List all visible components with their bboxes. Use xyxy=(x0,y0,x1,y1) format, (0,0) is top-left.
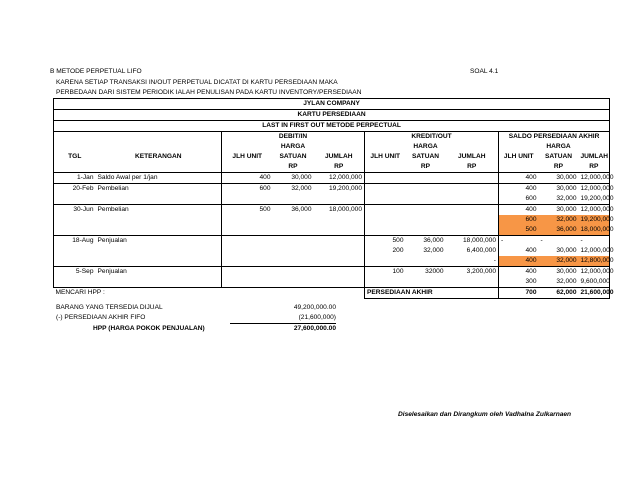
saldo-harga-header: HARGA xyxy=(546,143,571,150)
company-name: JYLAN COMPANY xyxy=(54,99,610,110)
kredit-total: 18,000,000 xyxy=(462,237,496,244)
debit-unit: 500 xyxy=(222,205,273,216)
table-row xyxy=(54,205,610,216)
saldo-total-highlight: 18,000,000 xyxy=(579,225,610,236)
kredit-unit: 200 xyxy=(365,246,406,256)
saldo-price: 30,000 xyxy=(556,268,577,275)
table-row xyxy=(54,184,610,195)
debit-total: 12,000,000 xyxy=(314,173,365,184)
table-row xyxy=(54,236,610,247)
hpp-available-label: BARANG YANG TERSEDIA DIJUAL xyxy=(56,304,163,311)
saldo-price: 32,000 xyxy=(539,277,579,288)
col-saldo-unit: JLH UNIT xyxy=(499,152,539,162)
kredit-total: - xyxy=(446,256,499,267)
debit-rp-unit: RP xyxy=(273,162,314,173)
ending-price: 62,000 xyxy=(539,288,579,299)
saldo-unit-highlight: 600 xyxy=(499,215,539,225)
col-saldo-jumlah: JUMLAH xyxy=(580,153,608,160)
saldo-total: - xyxy=(579,236,610,247)
row-description: Pembelian xyxy=(97,206,129,213)
table-row xyxy=(54,256,610,267)
kredit-unit: 100 xyxy=(365,267,406,278)
row-date: 1-Jan xyxy=(54,173,96,184)
hpp-heading: MENCARI HPP : xyxy=(55,289,105,297)
saldo-group-header: SALDO PERSEDIAAN AKHIR xyxy=(499,132,610,143)
saldo-price-highlight: 32,000 xyxy=(539,215,579,225)
card-title: KARTU PERSEDIAAN xyxy=(54,110,610,121)
saldo-unit: 600 xyxy=(499,194,539,205)
col-kredit-unit: JLH UNIT xyxy=(365,152,406,162)
saldo-unit: - xyxy=(499,236,539,247)
col-kredit-jumlah: JUMLAH xyxy=(458,153,486,160)
col-debit-unit: JLH UNIT xyxy=(222,152,273,162)
table-row xyxy=(54,194,610,205)
row-description: Penjualan xyxy=(97,237,127,244)
saldo-total-highlight: 12,800,000 xyxy=(579,256,610,267)
saldo-total: 12,000,000 xyxy=(580,185,614,192)
saldo-total-highlight: 19,200,000 xyxy=(580,216,614,223)
row-date: 30-Jun xyxy=(54,205,96,216)
kredit-total: 6,400,000 xyxy=(466,247,496,254)
debit-group-header: DEBIT/IN xyxy=(222,132,365,143)
intro-line-2: PERBEDAAN DARI SISTEM PERIODIK IALAH PENULISAN PADA KARTU INVENTORY/PERSEDIAAN xyxy=(56,89,362,96)
col-saldo-satuan: SATUAN xyxy=(545,153,572,160)
problem-number: SOAL 4.1 xyxy=(470,68,499,75)
hpp-ending-value: (21,600,000) xyxy=(298,314,336,321)
row-description: Pembelian xyxy=(97,185,129,192)
debit-harga-header: HARGA xyxy=(280,143,306,150)
method-title: LAST IN FIRST OUT METODE PERPECTUAL xyxy=(54,121,610,132)
table-row xyxy=(54,215,610,225)
saldo-price-highlight: 32,000 xyxy=(539,256,579,267)
col-tgl: TGL xyxy=(54,152,96,162)
saldo-price: 30,000 xyxy=(556,206,577,213)
table-row xyxy=(54,246,610,256)
debit-unit: 600 xyxy=(222,184,273,195)
row-description: Penjualan xyxy=(97,268,127,275)
col-kredit-satuan: SATUAN xyxy=(412,153,439,160)
saldo-total: 9,600,000 xyxy=(579,277,610,288)
saldo-total: 12,000,000 xyxy=(580,206,614,213)
intro-line-1: KARENA SETIAP TRANSAKSI IN/OUT PERPETUAL DICATAT DI KARTU PERSEDIAAN MAKA xyxy=(56,79,338,86)
saldo-total: 12,000,000 xyxy=(579,173,610,184)
kredit-total: 3,200,000 xyxy=(466,268,496,275)
saldo-price: 30,000 xyxy=(556,247,577,254)
saldo-unit: 400 xyxy=(499,246,539,256)
saldo-price-highlight: 36,000 xyxy=(539,225,579,236)
row-date: 5-Sep xyxy=(54,267,96,278)
saldo-price: 30,000 xyxy=(539,173,579,184)
debit-price: 30,000 xyxy=(273,173,314,184)
author-credit: Diselesaikan dan Dirangkum oleh Vadhalna Zulkarnaen xyxy=(398,411,572,418)
table-row xyxy=(54,225,610,236)
kredit-harga-header: HARGA xyxy=(413,143,438,150)
ending-inventory-row xyxy=(54,288,610,299)
debit-total: 18,000,000 xyxy=(328,206,362,213)
ending-inventory-label: PERSEDIAAN AKHIR xyxy=(365,288,499,299)
kredit-group-header: KREDIT/OUT xyxy=(365,132,499,143)
col-keterangan: KETERANGAN xyxy=(134,153,182,160)
saldo-total: 12,000,000 xyxy=(580,268,614,275)
debit-rp-unit: RP xyxy=(314,162,365,173)
table-row xyxy=(54,277,610,288)
ending-total: 21,600,000 xyxy=(579,288,610,299)
saldo-price: 30,000 xyxy=(556,185,577,192)
saldo-total: 19,200,000 xyxy=(579,194,610,205)
debit-unit: 400 xyxy=(222,173,273,184)
saldo-unit-highlight: 400 xyxy=(499,256,539,267)
hpp-available-value: 49,200,000.00 xyxy=(293,304,336,311)
saldo-unit: 300 xyxy=(499,277,539,288)
table-row xyxy=(54,267,610,278)
saldo-total: 12,000,000 xyxy=(580,247,614,254)
col-debit-jumlah: JUMLAH xyxy=(325,153,353,160)
saldo-price: 32,000 xyxy=(539,194,579,205)
row-date: 20-Feb xyxy=(54,184,96,195)
kredit-price: 32,000 xyxy=(423,247,444,254)
kredit-price: 36,000 xyxy=(423,237,444,244)
saldo-rp-unit: RP xyxy=(539,162,579,173)
debit-price: 36,000 xyxy=(291,206,312,213)
ending-unit: 700 xyxy=(499,288,539,299)
saldo-unit: 400 xyxy=(499,184,539,195)
hpp-total-label: HPP (HARGA POKOK PENJUALAN) xyxy=(93,325,205,332)
saldo-unit: 400 xyxy=(499,267,539,278)
saldo-price: - xyxy=(540,237,543,244)
row-description: Saldo Awal per 1/jan xyxy=(96,173,222,184)
saldo-unit: 400 xyxy=(499,173,539,184)
section-title: B METODE PERPETUAL LIFO xyxy=(50,68,142,75)
saldo-rp-unit: RP xyxy=(579,162,610,173)
saldo-unit: 400 xyxy=(499,205,539,216)
inventory-card-table xyxy=(53,98,614,299)
hpp-total-value: 27,600,000.00 xyxy=(293,325,336,332)
kredit-rp-unit: RP xyxy=(446,162,499,173)
col-debit-satuan: SATUAN xyxy=(279,153,307,160)
saldo-unit-highlight: 500 xyxy=(499,225,539,236)
hpp-ending-label: (-) PERSEDIAAN AKHIR FIFO xyxy=(56,314,146,321)
row-date: 18-Aug xyxy=(54,236,96,247)
kredit-unit: 500 xyxy=(365,236,406,247)
kredit-price: 32000 xyxy=(425,268,444,275)
debit-total: 19,200,000 xyxy=(328,185,362,192)
debit-price: 32,000 xyxy=(291,185,312,192)
table-row xyxy=(54,173,610,184)
kredit-rp-unit: RP xyxy=(406,162,446,173)
